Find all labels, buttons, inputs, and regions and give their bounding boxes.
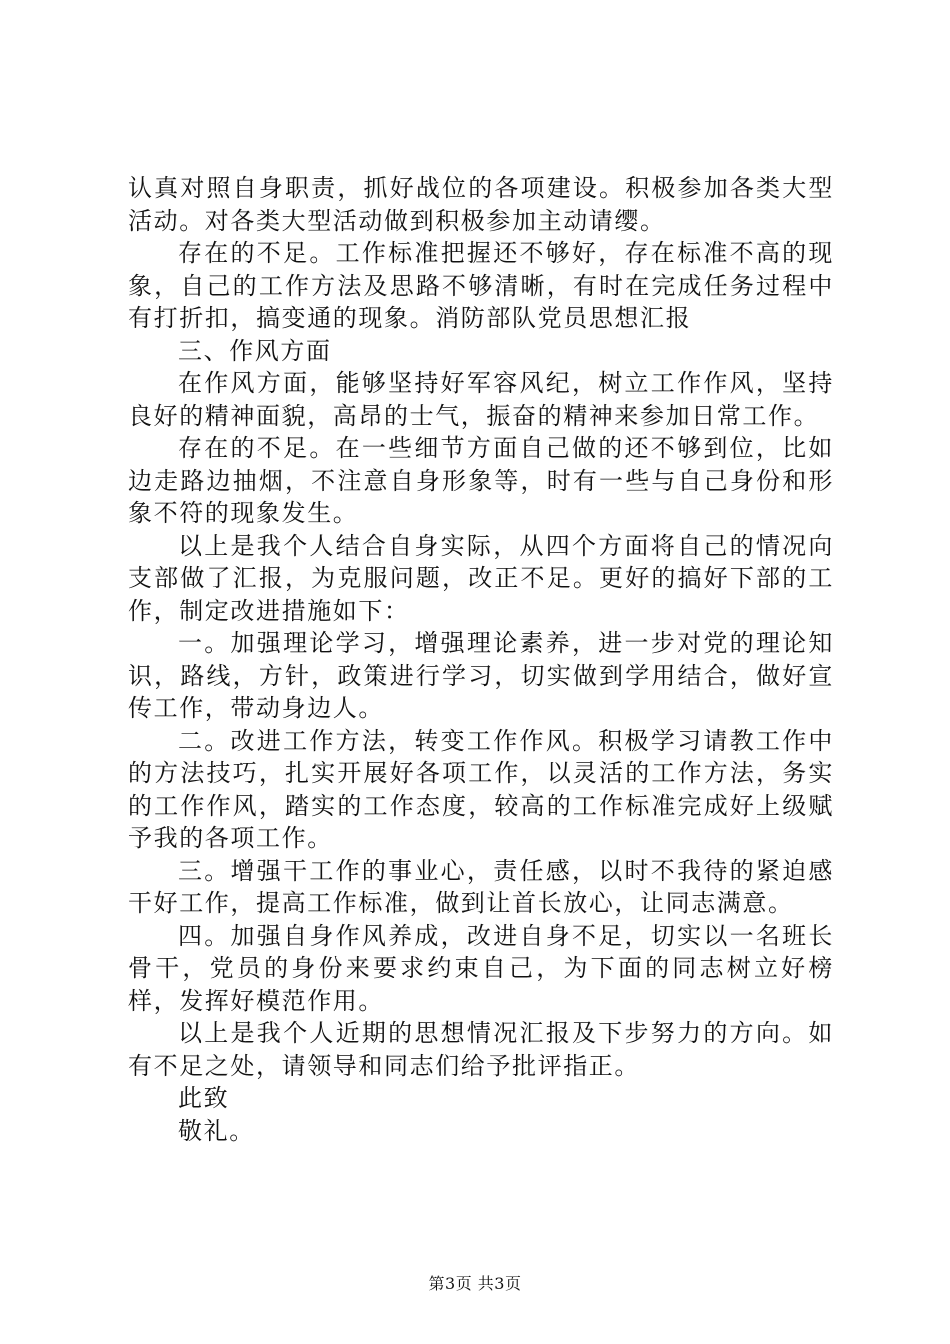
paragraph-1: 认真对照自身职责，抓好战位的各项建设。积极参加各类大型活动。对各类大型活动做到积极参加主动请缨。 (128, 174, 834, 235)
document-body (128, 172, 834, 1147)
measure-item-4: 四。加强自身作风养成，改进自身不足，切实以一名班长骨干，党员的身份来要求约束自己，为下面的同志树立好榜样，发挥好模范作用。 (128, 921, 834, 1015)
page-number-footer: 第3页 共3页 (428, 1274, 522, 1293)
paragraph-2: 存在的不足。工作标准把握还不够好，存在标准不高的现象，自己的工作方法及思路不够清晰，有时在完成任务过程中有打折扣，搞变通的现象。消防部队党员思想汇报 (128, 239, 834, 332)
measure-item-3: 三。增强干工作的事业心，责任感，以时不我待的紧迫感干好工作，提高工作标准，做到让首长放心，让同志满意。 (128, 856, 834, 917)
paragraph-4: 在作风方面，能够坚持好军容风纪，树立工作作风，坚持良好的精神面貌，高昂的士气，振奋的精神来参加日常工作。 (128, 369, 834, 430)
salutation-line-1: 此致 (178, 1084, 230, 1112)
section-heading-style: 三、作风方面 (178, 336, 332, 365)
measure-item-2: 二。改进工作方法，转变工作作风。积极学习请教工作中的方法技巧，扎实开展好各项工作，以灵活的工作方法，务实的工作作风，踏实的工作态度，较高的工作标准完成好上级赋予我的各项工作。 (128, 726, 834, 852)
measure-item-1: 一。加强理论学习，增强理论素养，进一步对党的理论知识，路线，方针，政策进行学习，切实做到学用结合，做好宣传工作，带动身边人。 (128, 629, 834, 722)
salutation-line-2: 敬礼。 (178, 1116, 255, 1145)
paragraph-6: 以上是我个人结合自身实际，从四个方面将自己的情况向支部做了汇报，为克服问题，改正不足。更好的搞好下部的工作，制定改进措施如下： (128, 531, 834, 625)
paragraph-5: 存在的不足。在一些细节方面自己做的还不够到位，比如边走路边抽烟，不注意自身形象等，时有一些与自己身份和形象不符的现象发生。 (128, 434, 834, 527)
closing-paragraph: 以上是我个人近期的思想情况汇报及下步努力的方向。如有不足之处，请领导和同志们给予批评指正。 (128, 1019, 834, 1080)
